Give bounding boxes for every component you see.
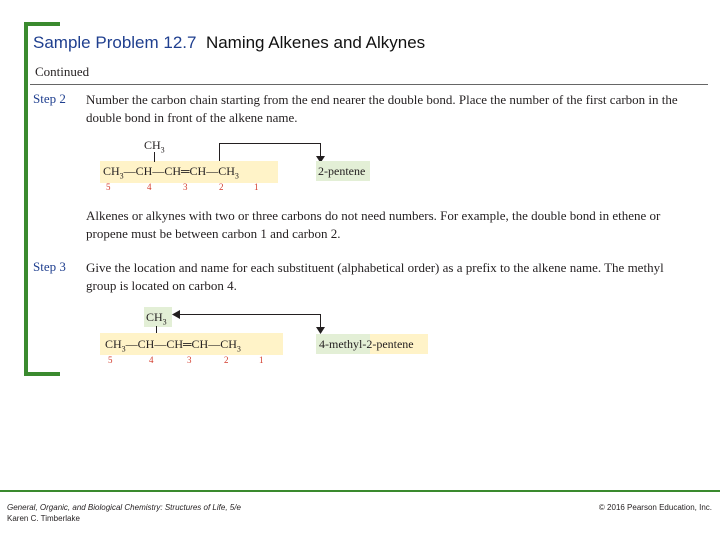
title-lead: Sample Problem 12.7 [33, 33, 197, 52]
step2-note: Alkenes or alkynes with two or three carbons do not need numbers. For example, the double bond in ethene or propene must be between carbon 1 and carbon 2. [86, 208, 661, 241]
title-topic: Naming Alkenes and Alkynes [205, 33, 426, 52]
step2-bond-2: — [152, 164, 165, 178]
step2-number-5: 5 [106, 182, 111, 192]
step3-carbon-3: CH [166, 337, 184, 351]
step2-formula [103, 164, 239, 180]
step3-number-5: 5 [108, 355, 113, 365]
step3-bond-1: — [125, 337, 138, 351]
step3-bond-4: — [208, 337, 221, 351]
step2-carbon-2: CH [189, 164, 207, 178]
step3-number-2: 2 [224, 355, 229, 365]
step3-carbon-2: CH [191, 337, 209, 351]
footer-copyright: © 2016 Pearson Education, Inc. [598, 503, 712, 512]
step2-number-2: 2 [219, 182, 224, 192]
step3-result-main: 2-pentene [366, 337, 414, 351]
step3-text: Give the location and name for each substituent (alphabetical order) as a prefix to the alkene name. The methyl group is located on carbon 4. [86, 260, 664, 293]
step2-branch: $CH_3$ [144, 138, 165, 155]
step2-label: Step 2 [33, 91, 66, 106]
step3-number-4: 4 [149, 355, 154, 365]
step2-arrow-stem-right [320, 143, 321, 157]
step2-carbon-4: CH [135, 164, 153, 178]
step3-carbon-5: $CH_3$ [105, 337, 126, 354]
header-divider [30, 84, 708, 85]
step3-bond-2: — [154, 337, 167, 351]
step2-number-4: 4 [147, 182, 152, 192]
step2-bond-4: — [206, 164, 219, 178]
step3-arrowhead-down-icon [316, 327, 325, 334]
step2-result: 2-pentene [318, 164, 366, 178]
step2-arrow-stem-left [219, 143, 220, 161]
continued-label: Continued [35, 64, 90, 79]
step2-bond-1: — [123, 164, 136, 178]
step3-number-3: 3 [187, 355, 192, 365]
step2-carbon-3: CH [164, 164, 182, 178]
step2-number-1: 1 [254, 182, 259, 192]
step3-result [319, 337, 414, 352]
page-title [33, 33, 425, 53]
step2-bond-3: ═ [181, 164, 190, 178]
footer-author: Karen C. Timberlake [7, 514, 80, 523]
footer-book: General, Organic, and Biological Chemistry: Structures of Life, 5/e [7, 503, 241, 512]
step3-carbon-4: CH [137, 337, 155, 351]
step3-arrow-horizontal [179, 314, 321, 315]
step3-number-1: 1 [259, 355, 264, 365]
step3-branch: $CH_3$ [146, 310, 167, 327]
step3-carbon-1: $CH_3$ [220, 337, 241, 354]
step2-branch-bond [154, 152, 155, 162]
step3-formula [105, 337, 241, 353]
step3-label: Step 3 [33, 259, 66, 274]
step3-arrow-stem-right [320, 314, 321, 328]
step2-carbon-1: $CH_3$ [218, 164, 239, 181]
step2-carbon-5: $CH_3$ [103, 164, 124, 181]
step3-bond-3: ═ [183, 337, 192, 351]
footer-divider [0, 490, 720, 492]
step2-text: Number the carbon chain starting from the end nearer the double bond. Place the number of the first carbon in the double bond in front of the alkene name. [86, 92, 678, 125]
step2-number-3: 3 [183, 182, 188, 192]
step3-result-prefix: 4-methyl- [319, 337, 367, 351]
step2-arrow-horizontal [219, 143, 321, 144]
